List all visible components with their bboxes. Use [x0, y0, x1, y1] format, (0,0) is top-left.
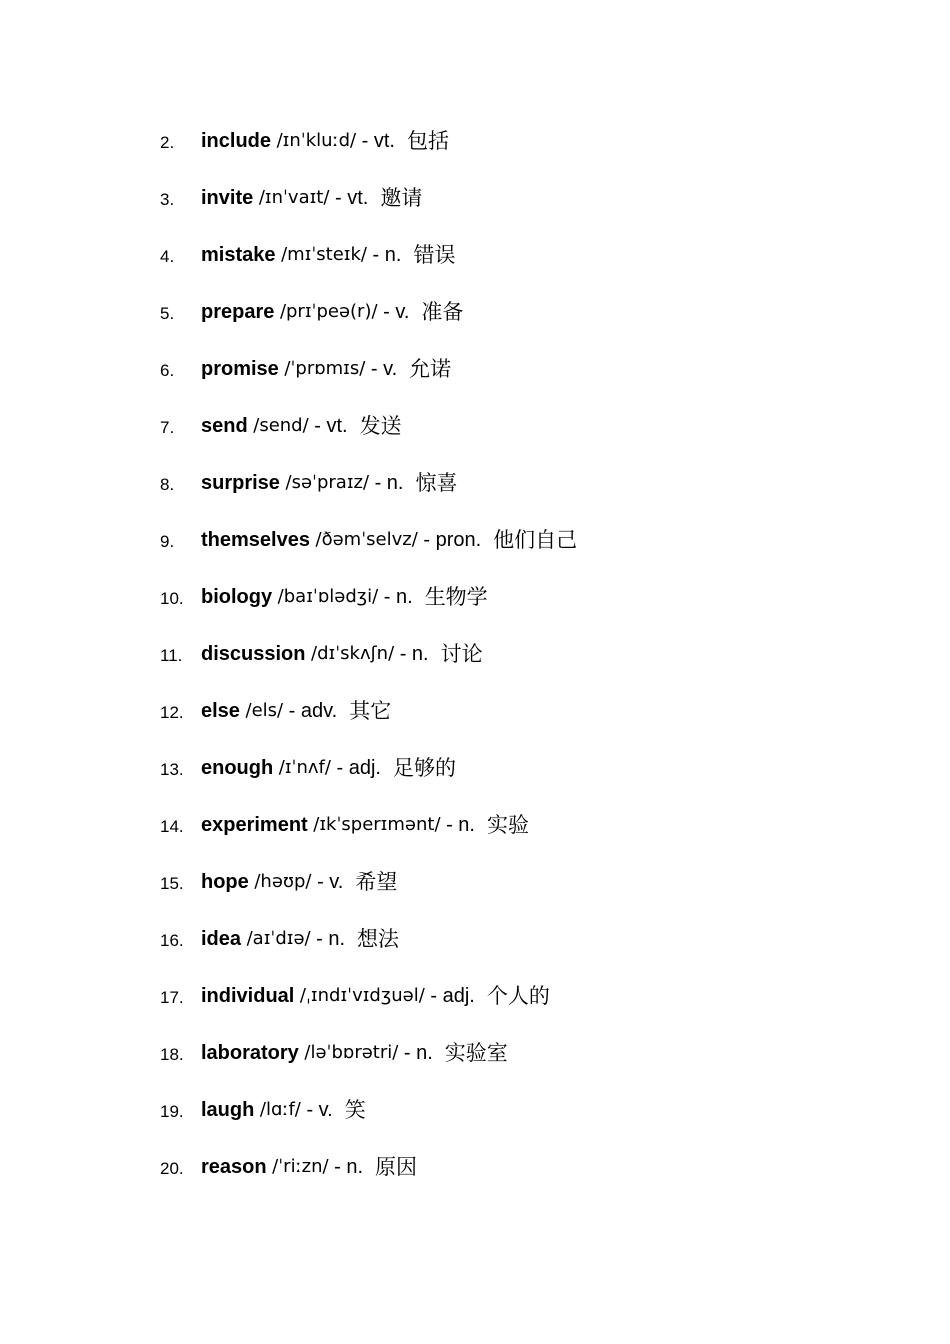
list-item: [160, 639, 577, 696]
part-of-speech: - v.: [370, 358, 398, 380]
vocab-word: individual: [201, 985, 295, 1007]
vocab-word: include: [201, 130, 272, 152]
phonetic: /prɪˈpeə(r)/: [279, 301, 378, 322]
item-number: 20.: [160, 1159, 184, 1178]
item-number: 8.: [160, 475, 175, 494]
part-of-speech: - n.: [399, 643, 429, 665]
chinese-meaning: 足够的: [392, 756, 456, 780]
vocab-word: mistake: [201, 244, 276, 266]
chinese-meaning: 实验室: [444, 1041, 508, 1065]
chinese-meaning: 发送: [359, 414, 402, 438]
list-item: [160, 810, 577, 867]
phonetic: /ðəmˈselvz/: [315, 529, 418, 550]
list-item: [160, 525, 577, 582]
part-of-speech: - n.: [403, 1042, 433, 1064]
list-item: [160, 1152, 577, 1209]
phonetic: /dɪˈskʌʃn/: [311, 643, 395, 664]
part-of-speech: - adj.: [430, 985, 475, 1007]
phonetic: /ˈriːzn/: [272, 1156, 329, 1177]
item-number: 15.: [160, 874, 184, 893]
item-number: 2.: [160, 133, 175, 152]
chinese-meaning: 他们自己: [493, 528, 578, 552]
chinese-meaning: 笑: [344, 1098, 366, 1122]
list-item: [160, 981, 577, 1038]
phonetic: /ɪnˈkluːd/: [276, 130, 357, 151]
list-item: [160, 411, 577, 468]
vocab-word: laboratory: [201, 1042, 299, 1064]
part-of-speech: - n.: [446, 814, 475, 836]
vocab-word: enough: [201, 757, 274, 779]
part-of-speech: - n.: [374, 472, 404, 494]
vocab-word: send: [201, 415, 248, 437]
vocab-word: surprise: [201, 472, 280, 494]
vocab-word: promise: [201, 358, 279, 380]
list-item: [160, 1038, 577, 1095]
phonetic: /ˌɪndɪˈvɪdʒuəl/: [299, 985, 425, 1006]
item-number: 16.: [160, 931, 184, 950]
chinese-meaning: 准备: [421, 300, 464, 324]
part-of-speech: - n.: [334, 1156, 364, 1178]
vocab-word: invite: [201, 187, 254, 209]
chinese-meaning: 允诺: [409, 357, 452, 381]
item-number: 12.: [160, 703, 184, 722]
vocab-word: reason: [201, 1156, 267, 1178]
item-number: 18.: [160, 1045, 184, 1064]
list-item: [160, 468, 577, 525]
vocab-word: else: [201, 700, 240, 722]
list-item: [160, 582, 577, 639]
chinese-meaning: 错误: [413, 243, 456, 267]
chinese-meaning: 个人的: [486, 984, 550, 1008]
part-of-speech: - v.: [317, 871, 344, 893]
phonetic: /həʊp/: [254, 871, 312, 892]
vocab-word: laugh: [201, 1099, 255, 1121]
list-item: [160, 126, 577, 183]
phonetic: /ɪnˈvaɪt/: [258, 187, 330, 208]
vocab-word: prepare: [201, 301, 275, 323]
vocab-word: hope: [201, 871, 249, 893]
item-number: 9.: [160, 532, 175, 551]
vocab-word: biology: [201, 586, 273, 608]
item-number: 11.: [160, 646, 183, 665]
list-item: [160, 696, 577, 753]
phonetic: /baɪˈɒlədʒi/: [277, 586, 379, 607]
list-item: [160, 183, 577, 240]
phonetic: /ɪˈnʌf/: [278, 757, 331, 778]
part-of-speech: - n.: [316, 928, 346, 950]
part-of-speech: - pron.: [423, 529, 482, 551]
list-item: [160, 924, 577, 981]
phonetic: /ˈprɒmɪs/: [284, 358, 366, 379]
item-number: 14.: [160, 817, 184, 836]
part-of-speech: - adj.: [336, 757, 381, 779]
part-of-speech: - vt.: [314, 415, 348, 437]
phonetic: /ɪkˈsperɪmənt/: [313, 814, 441, 835]
chinese-meaning: 讨论: [440, 642, 483, 666]
chinese-meaning: 原因: [375, 1155, 418, 1179]
phonetic: /aɪˈdɪə/: [246, 928, 311, 949]
part-of-speech: - v.: [383, 301, 410, 323]
list-item: [160, 753, 577, 810]
item-number: 13.: [160, 760, 184, 779]
part-of-speech: - vt.: [334, 187, 369, 209]
chinese-meaning: 希望: [355, 870, 398, 894]
vocabulary-list: [160, 126, 577, 1209]
item-number: 10.: [160, 589, 184, 608]
vocab-word: themselves: [201, 529, 310, 551]
item-number: 5.: [160, 304, 175, 323]
item-number: 6.: [160, 361, 175, 380]
item-number: 4.: [160, 247, 175, 266]
part-of-speech: - n.: [383, 586, 413, 608]
chinese-meaning: 惊喜: [415, 471, 458, 495]
chinese-meaning: 想法: [357, 927, 400, 951]
list-item: [160, 240, 577, 297]
list-item: [160, 1095, 577, 1152]
list-item: [160, 354, 577, 411]
phonetic: /send/: [253, 415, 309, 436]
phonetic: /els/: [245, 700, 284, 721]
chinese-meaning: 其它: [349, 699, 392, 723]
item-number: 19.: [160, 1102, 184, 1121]
chinese-meaning: 邀请: [380, 186, 423, 210]
item-number: 17.: [160, 988, 184, 1007]
part-of-speech: - vt.: [361, 130, 395, 152]
phonetic: /ləˈbɒrətri/: [304, 1042, 399, 1063]
chinese-meaning: 包括: [406, 129, 449, 153]
phonetic: /mɪˈsteɪk/: [281, 244, 367, 265]
chinese-meaning: 生物学: [424, 585, 488, 609]
vocab-word: discussion: [201, 643, 306, 665]
vocab-word: experiment: [201, 814, 308, 836]
item-number: 7.: [160, 418, 175, 437]
list-item: [160, 867, 577, 924]
part-of-speech: - n.: [372, 244, 402, 266]
part-of-speech: - v.: [306, 1099, 333, 1121]
phonetic: /səˈpraɪz/: [285, 472, 370, 493]
chinese-meaning: 实验: [486, 813, 529, 837]
item-number: 3.: [160, 190, 175, 209]
phonetic: /lɑːf/: [259, 1099, 301, 1120]
vocab-word: idea: [201, 928, 242, 950]
part-of-speech: - adv.: [288, 700, 338, 722]
list-item: [160, 297, 577, 354]
